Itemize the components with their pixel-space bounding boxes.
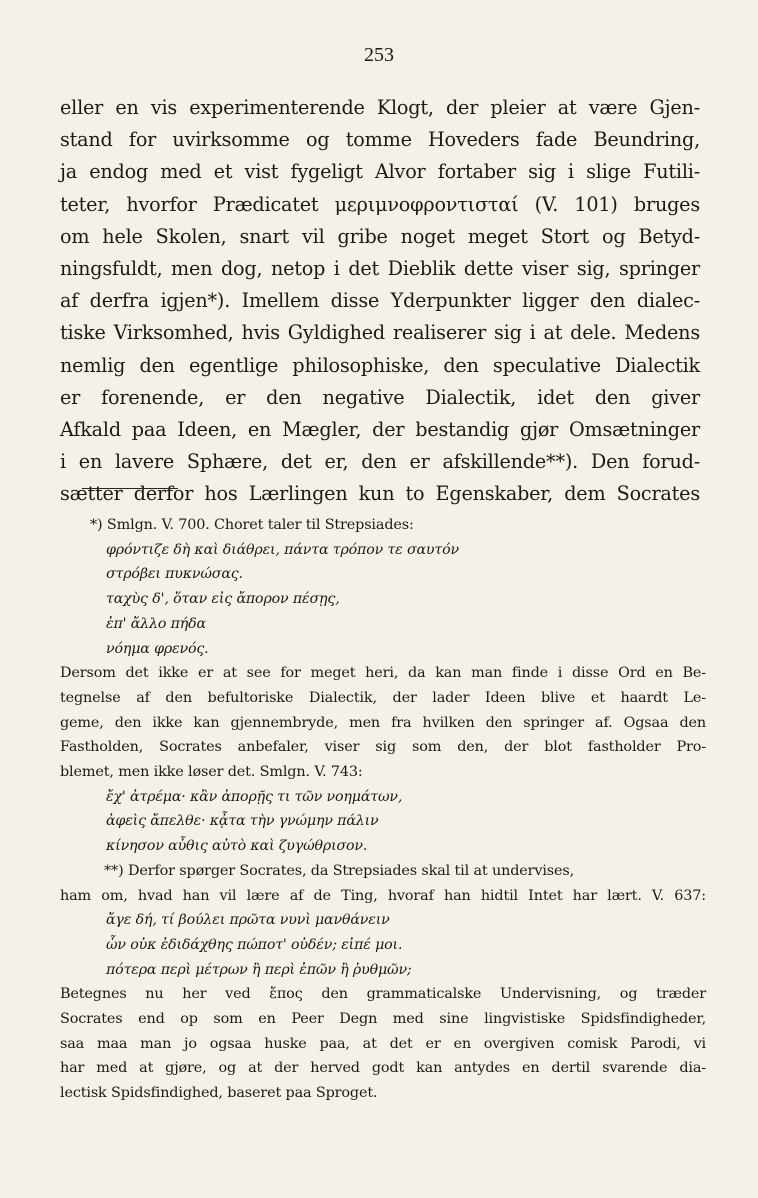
text-line: om hele Skolen, snart vil gribe noget meget Stort og Betyd-: [60, 224, 700, 248]
footnote-line: Dersom det ikke er at see for meget heri, da kan man finde i disse Ord en Be-: [60, 665, 706, 682]
main-text: [60, 92, 700, 511]
footnote-line: Socrates end op som en Peer Degn med sine lingvistiske Spidsfindigheder,: [60, 1011, 706, 1028]
footnote-line: tegnelse af den befultoriske Dialectik, der lader Ideen blive et haardt Le-: [60, 689, 706, 706]
greek-quote-line: ἄγε δή, τί βούλει πρῶτα νυνὶ μανθάνειν: [106, 912, 390, 929]
text-line: er forenende, er den negative Dialectik, idet den giver: [60, 385, 700, 409]
text-line: ningsfuldt, men dog, netop i det Dieblik dette viser sig, springer: [60, 257, 700, 281]
greek-quote-line: πότερα περὶ μέτρων ἢ περὶ ἐπῶν ἢ ῥυθμῶν;: [106, 961, 412, 978]
footnote-line: blemet, men ikke løser det. Smlgn. V. 743:: [60, 764, 363, 781]
footnote-divider: [82, 488, 178, 489]
text-line: stand for uvirksomme og tomme Hoveders fade Beundring,: [60, 128, 700, 152]
greek-quote-line: κίνησον αὖθις αὐτὸ καὶ ζυγώθρισον.: [106, 838, 368, 855]
text-line: i en lavere Sphære, det er, den er afskillende**). Den forud-: [60, 450, 700, 474]
greek-quote-line: ὧν οὐκ ἐδιδάχθης πώποτ' οὐδέν; εἰπέ μοι.: [106, 936, 403, 953]
footnote-line: *) Smlgn. V. 700. Choret taler til Strepsiades:: [90, 517, 414, 533]
greek-quote-line: στρόβει πυκνώσας.: [106, 566, 243, 583]
footnote-line: **) Derfor spørger Socrates, da Strepsiades skal til at undervises,: [104, 862, 575, 879]
footnote-line: lectisk Spidsfindighed, baseret paa Sproget.: [60, 1085, 378, 1102]
greek-quote-line: ἐπ' ἄλλο πήδα: [106, 615, 206, 632]
text-line: Afkald paa Ideen, en Mægler, der bestandig gjør Omsætninger: [60, 418, 700, 442]
text-line: tiske Virksomhed, hvis Gyldighed realiserer sig i at dele. Medens: [60, 321, 700, 345]
text-line: eller en vis experimenterende Klogt, der pleier at være Gjen-: [60, 96, 700, 119]
footnote-line: Fastholden, Socrates anbefaler, viser sig som den, der blot fastholder Pro-: [60, 739, 706, 756]
page-number: 253: [364, 44, 394, 66]
footnote-line: Betegnes nu her ved ἔπος den grammaticalske Undervisning, og træder: [60, 986, 706, 1003]
text-line: teter, hvorfor Prædicatet μεριμνοφροντισταί (V. 101) bruges: [60, 192, 700, 216]
greek-quote-line: νόημα φρενός.: [106, 640, 209, 657]
text-line: sætter derfor hos Lærlingen kun to Egenskaber, dem Socrates: [60, 482, 700, 506]
greek-quote-line: ἀφεὶς ἄπελθε· κᾆτα τὴν γνώμην πάλιν: [106, 813, 379, 830]
text-line: ja endog med et vist fygeligt Alvor fortaber sig i slige Futili-: [60, 160, 700, 184]
text-line: af derfra igjen*). Imellem disse Yderpunkter ligger den dialec-: [60, 289, 700, 313]
greek-quote-line: ταχὺς δ', ὅταν εἰς ἄπορον πέσῃς,: [106, 591, 340, 608]
greek-quote-line: ἔχ' ἀτρέμα· κἂν ἀπορῇς τι τῶν νοημάτων,: [106, 788, 403, 805]
footnote-line: har med at gjøre, og at der herved godt kan antydes en dertil svarende dia-: [60, 1060, 706, 1077]
footnote-line: ham om, hvad han vil lære af de Ting, hvoraf han hidtil Intet har lært. V. 637:: [60, 887, 706, 904]
footnotes: [60, 513, 706, 1106]
text-line: nemlig den egentlige philosophiske, den speculative Dialectik: [60, 353, 700, 377]
footnote-line: saa maa man jo ogsaa huske paa, at det er en overgiven comisk Parodi, vi: [60, 1035, 706, 1052]
footnote-line: geme, den ikke kan gjennembryde, men fra hvilken den springer af. Ogsaa den: [60, 714, 706, 731]
greek-quote-line: φρόντιζε δὴ καὶ διάθρει, πάντα τρόπον τε σαυτόν: [106, 541, 459, 558]
